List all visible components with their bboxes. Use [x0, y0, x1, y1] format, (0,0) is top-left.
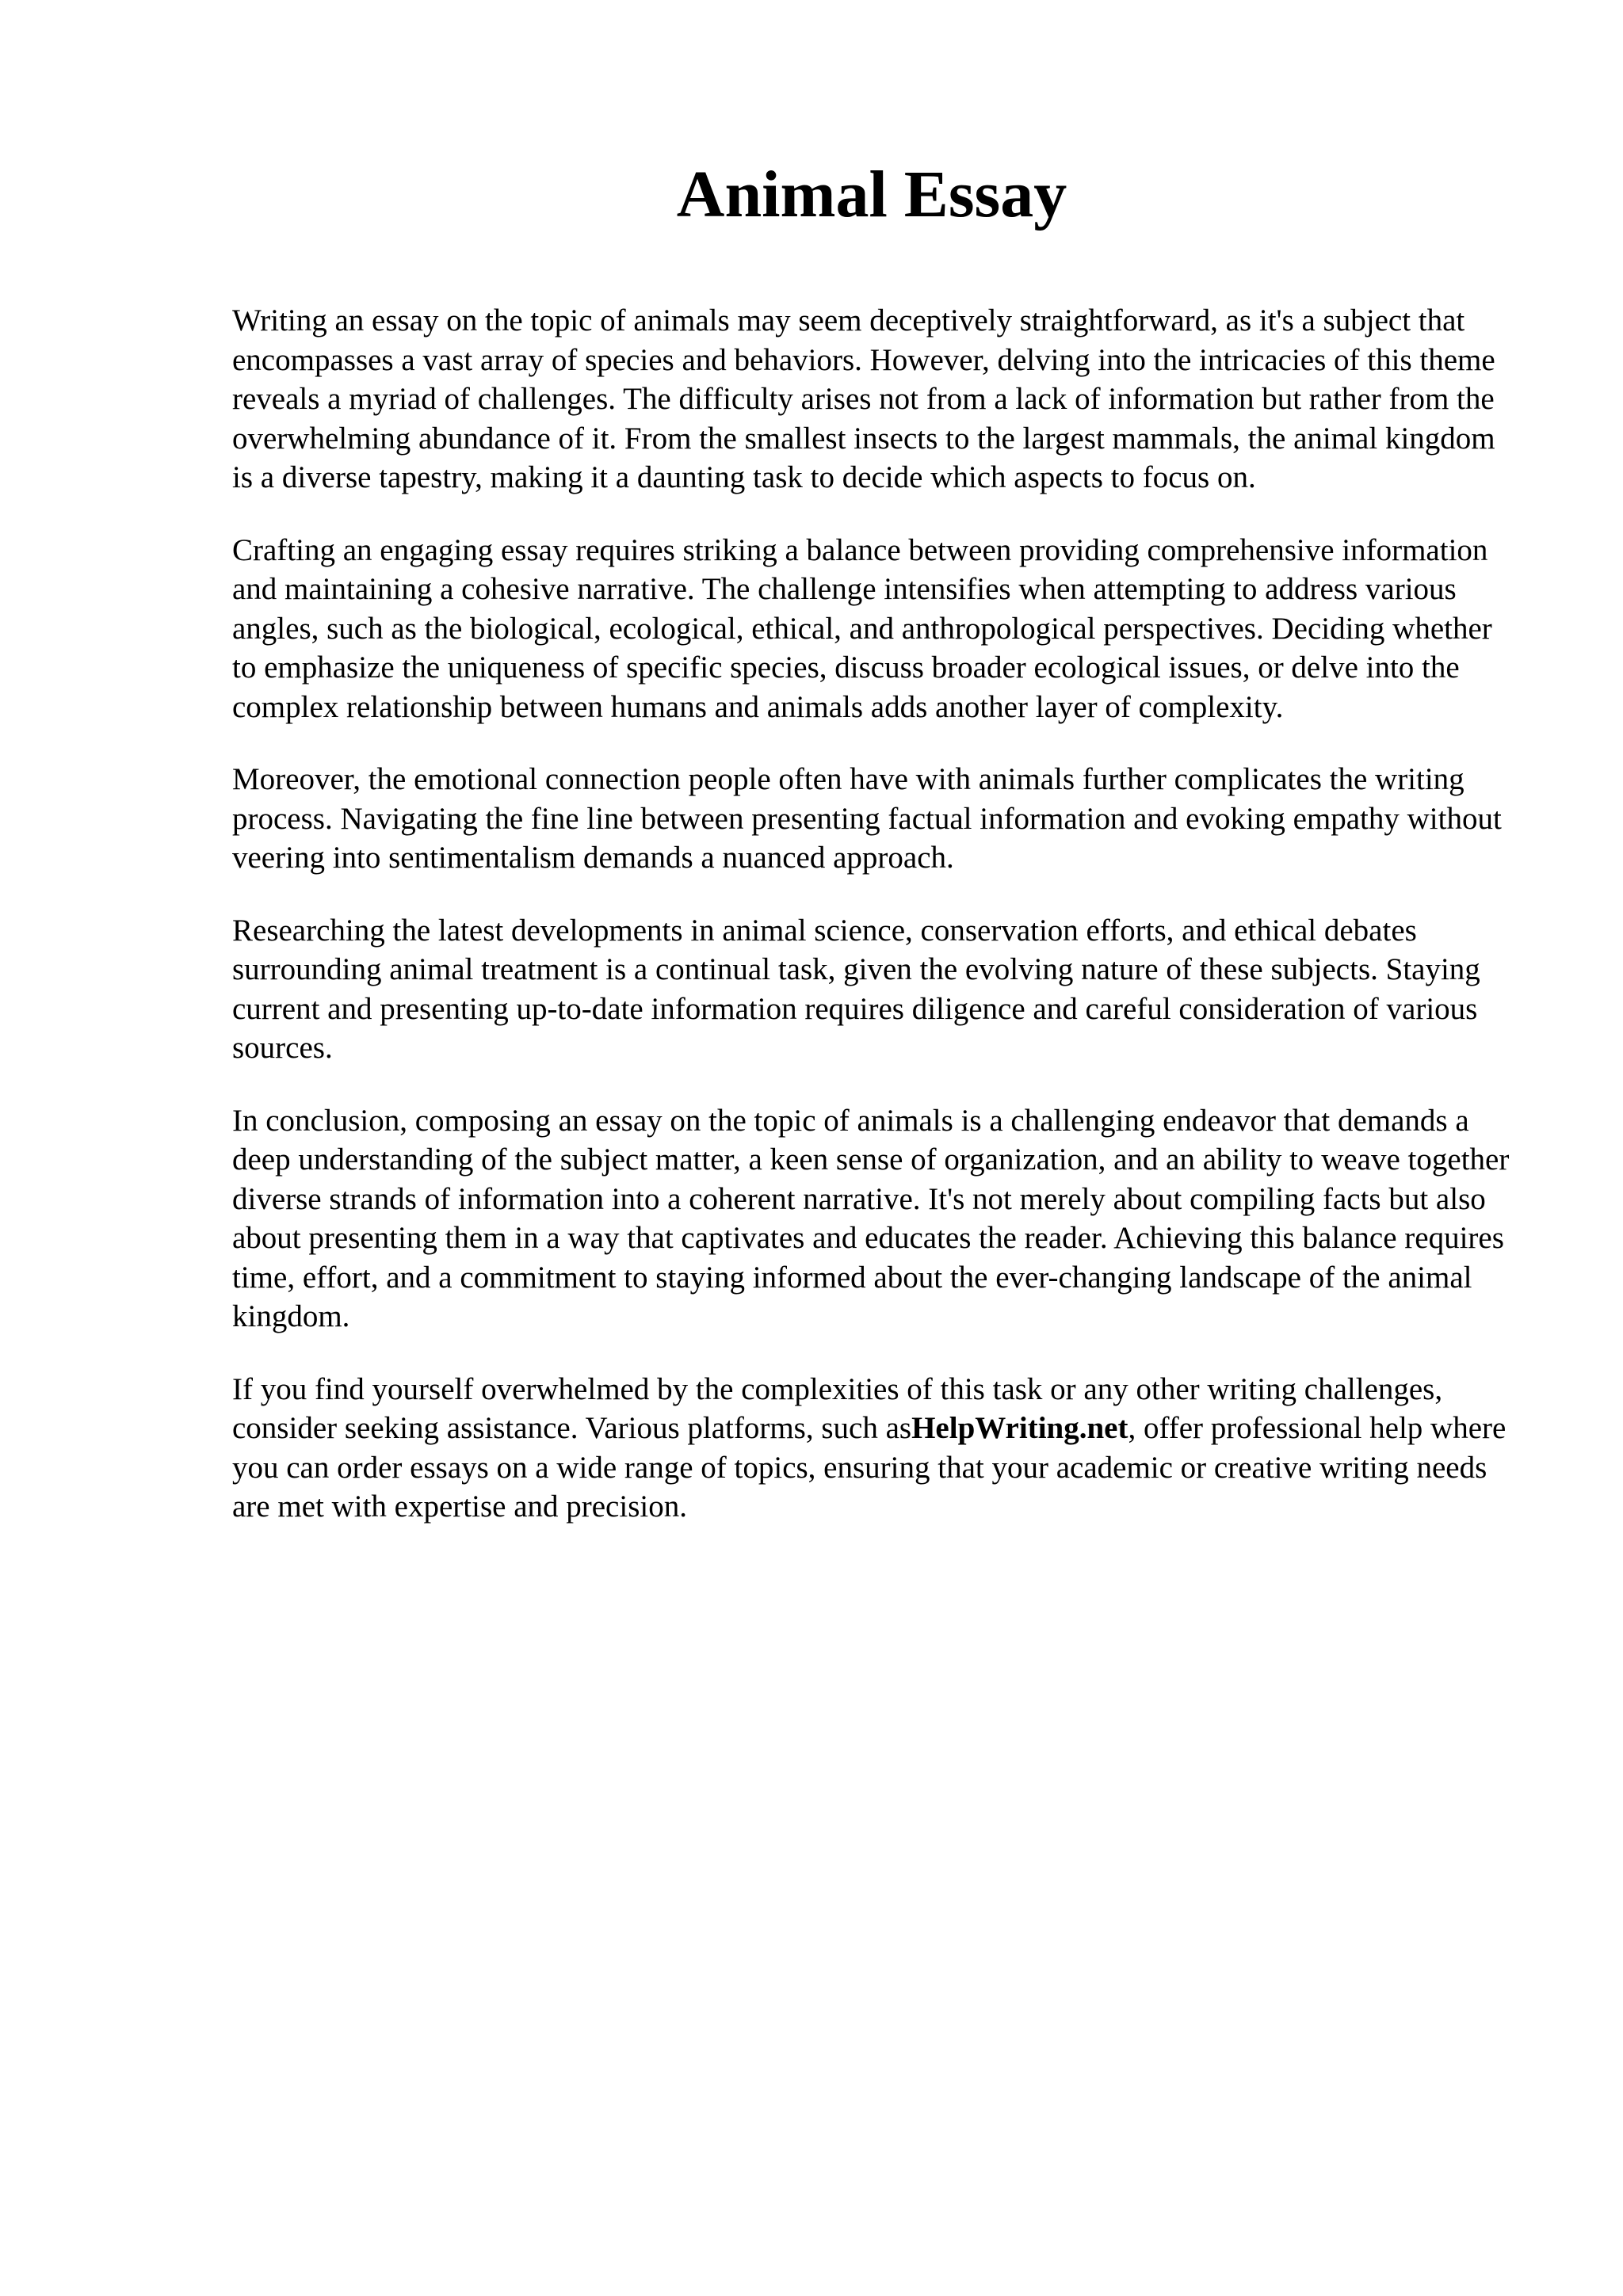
paragraph-6-text-before: If you find yourself overwhelmed by the complexities of this task or any other writing challenges, consider seeking assistance. Various platforms, such as: [232, 1371, 1443, 1445]
paragraph-1: Writing an essay on the topic of animals may seem deceptively straightforward, as it's a subject that encompasses a vast array of species and behaviors. However, delving into the intricacies of this theme reveals a myriad of challenges. The difficulty arises not from a lack of information but rather from the overwhelming abundance of it. From the smallest insects to the largest mammals, the animal kingdom is a diverse tapestry, making it a daunting task to decide which aspects to focus on.: [232, 303, 1495, 494]
paragraph-4: Researching the latest developments in animal science, conservation efforts, and ethical debates surrounding animal treatment is a continual task, given the evolving nature of these subjects. Staying current and presenting up-to-date information requires diligence and careful consideration of various sources.: [232, 913, 1480, 1065]
paragraph-2: Crafting an engaging essay requires striking a balance between providing comprehensive information and maintaining a cohesive narrative. The challenge intensifies when attempting to address various angles, such as the biological, ecological, ethical, and anthropological perspectives. Deciding whether to emphasize the uniqueness of specific species, discuss broader ecological issues, or delve into the complex relationship between humans and animals adds another layer of complexity.: [232, 532, 1492, 724]
paragraph-5: In conclusion, composing an essay on the topic of animals is a challenging endeavor that demands a deep understanding of the subject matter, a keen sense of organization, and an ability to weave together diverse strands of information into a coherent narrative. It's not merely about compiling facts but also about presenting them in a way that captivates and educates the reader. Achieving this balance requires time, effort, and a commitment to staying informed about the ever-changing landscape of the animal kingdom.: [232, 1103, 1510, 1333]
essay-body: [232, 301, 1516, 1560]
page-title: Animal Essay: [676, 158, 1067, 231]
paragraph-6-text-after: , offer professional help where you can order essays on a wide range of topics, ensuring that your academic or creative writing needs are met with expertise and precision.: [232, 1411, 1507, 1524]
paragraph-6: [232, 1370, 1516, 1527]
helpwriting-link[interactable]: HelpWriting.net: [911, 1411, 1128, 1445]
paragraph-3: Moreover, the emotional connection people often have with animals further complicates the writing process. Navigating the fine line between presenting factual information and evoking empathy without veering into sentimentalism demands a nuanced approach.: [232, 762, 1502, 875]
